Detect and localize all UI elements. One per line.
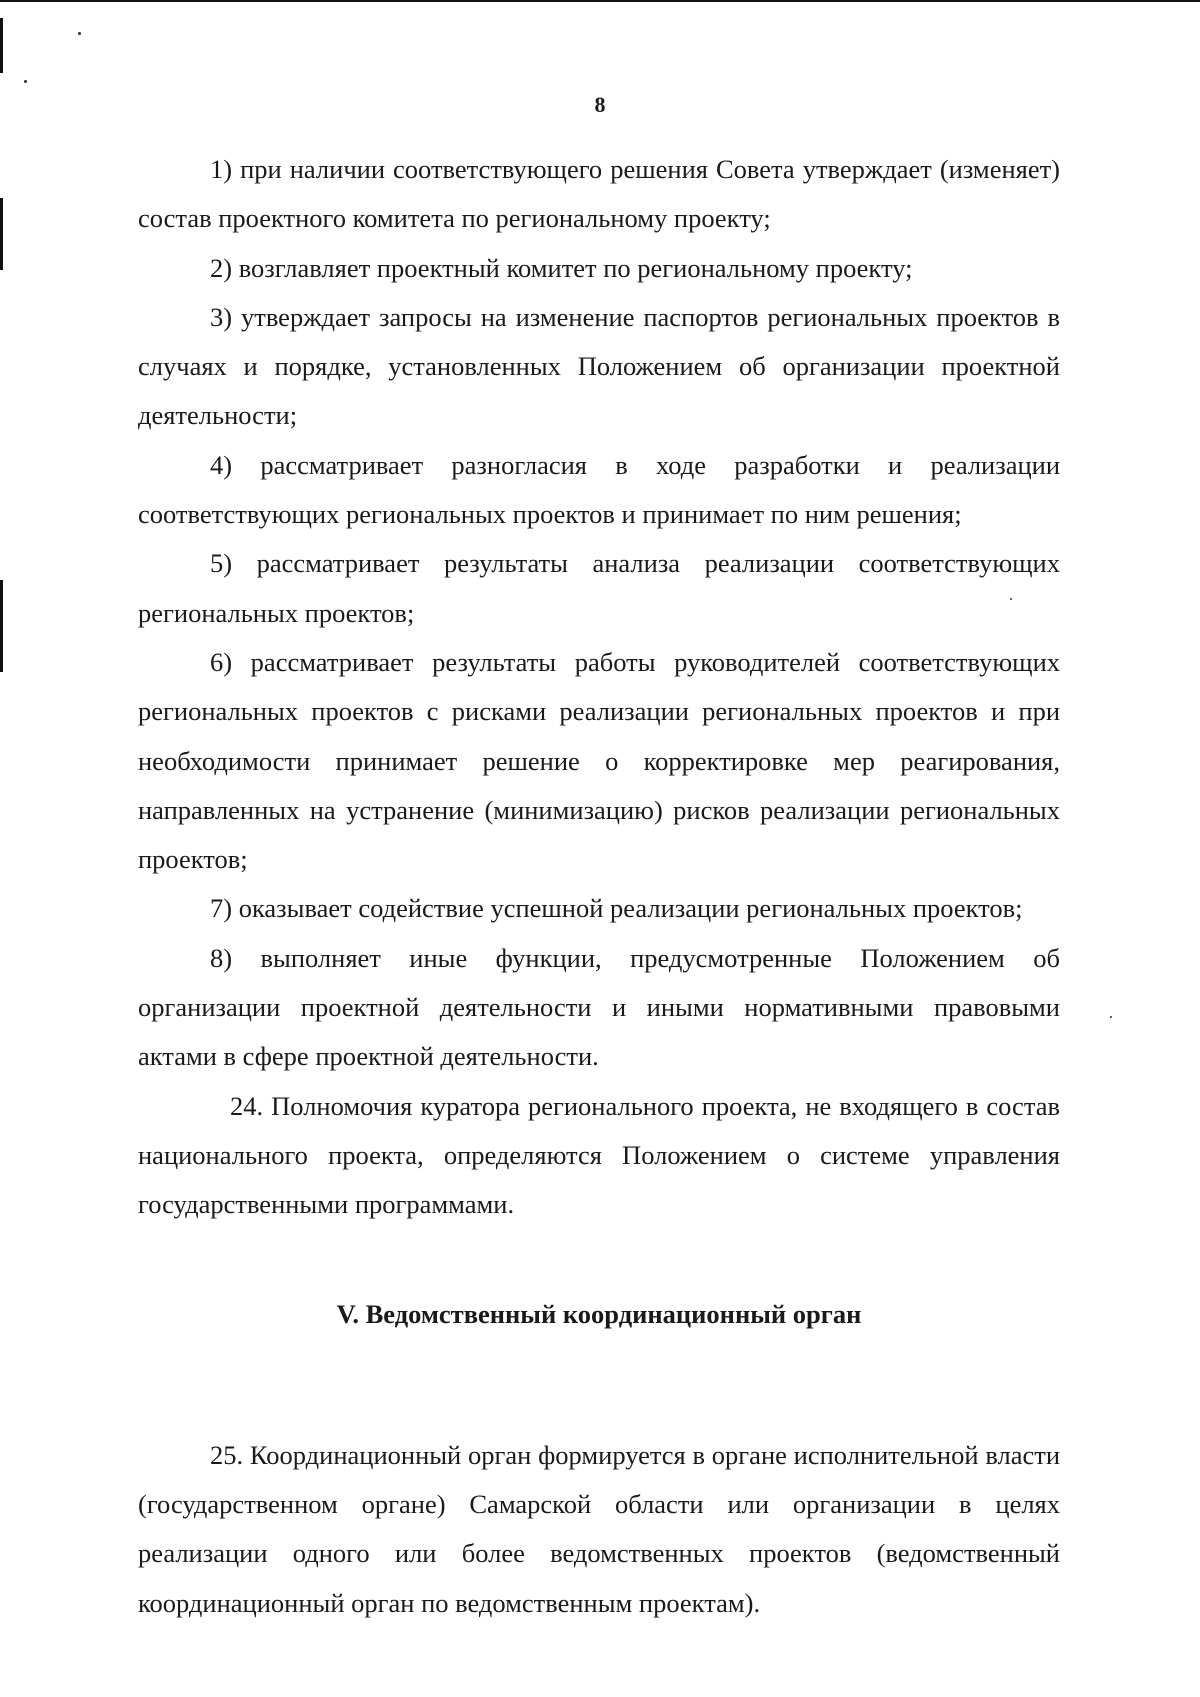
list-item-1: 1) при наличии соответствующего решения Совета утверждает (изменяет) состав проектного комитета по региональному проекту; [138, 154, 1060, 234]
scan-speck [78, 32, 81, 35]
list-item-6: 6) рассматривает результаты работы руководителей соответствующих региональных проектов с рисками реализации региональных проектов и при необходимости принимает решение о корректировке мер реагирования, направленных на устранение (минимизацию) рисков реализации региональных проектов; [138, 646, 1060, 875]
scan-top-border [0, 0, 1200, 2]
scan-speck [1110, 1016, 1112, 1018]
clause-24: 24. Полномочия куратора регионального проекта, не входящего в состав национального проекта, определяются Положением о системе управления государственными программами. [138, 1090, 1060, 1220]
list-item-2: 2) возглавляет проектный комитет по региональному проекту; [210, 252, 913, 283]
section-title: V. Ведомственный координационный орган [336, 1298, 862, 1329]
scan-edge-mark [0, 18, 3, 73]
scan-edge-mark [0, 580, 3, 672]
clause-25: 25. Координационный орган формируется в органе исполнительной власти (государственном органе) Самарской области или организации в целях реализации одного или более ведомственных проектов (ведомственный координационный орган по ведомственным проектам). [138, 1439, 1060, 1618]
list-item-5: 5) рассматривает результаты анализа реализации соответствующих региональных проектов; [138, 548, 1060, 628]
list-item-7: 7) оказывает содействие успешной реализации региональных проектов; [210, 893, 1023, 924]
scan-edge-mark [0, 198, 3, 270]
list-item-3: 3) утверждает запросы на изменение паспортов региональных проектов в случаях и порядке, установленных Положением об организации проектной деятельности; [138, 301, 1060, 431]
scan-speck [24, 80, 27, 83]
page-number: 8 [594, 92, 606, 117]
document-body [138, 145, 1060, 1628]
list-item-4: 4) рассматривает разногласия в ходе разработки и реализации соответствующих региональных проектов и принимает по ним решения; [138, 449, 1060, 530]
list-item-8: 8) выполняет иные функции, предусмотренные Положением об организации проектной деятельности и иными нормативными правовыми актами в сфере проектной деятельности. [138, 942, 1060, 1072]
